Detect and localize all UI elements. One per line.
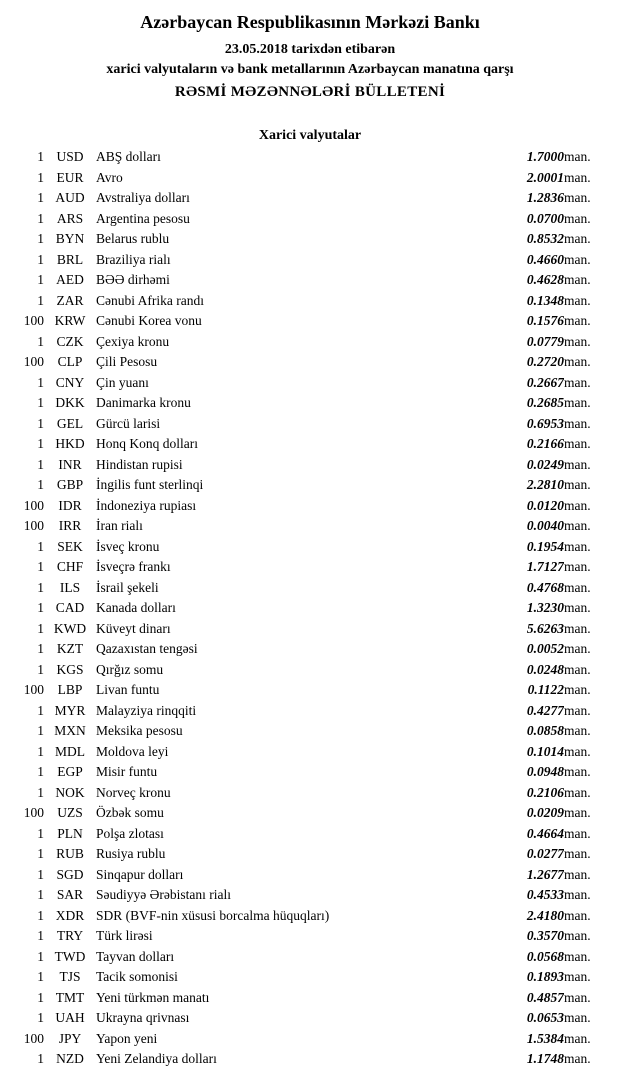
quantity: 1 (37, 149, 44, 164)
rate-row (10, 352, 610, 373)
currency-name: Polşa zlotası (96, 825, 164, 841)
quantity: 1 (37, 620, 44, 636)
quantity: 1 (37, 784, 44, 800)
rate-row (10, 270, 610, 291)
currency-code: CHF (56, 559, 84, 574)
quantity: 1 (37, 702, 44, 718)
currency-name: Hindistan rupisi (96, 456, 183, 472)
quantity: 1 (37, 210, 44, 226)
rate-unit: man. (564, 395, 591, 410)
currency-name: Qırğız somu (96, 661, 164, 677)
quantity: 1 (37, 723, 44, 738)
quantity: 1 (37, 846, 44, 861)
currency-code: AED (56, 272, 84, 287)
currency-name: Yeni türkmən manatı (96, 989, 210, 1005)
quantity: 1 (37, 538, 44, 554)
currency-code: KZT (56, 641, 84, 656)
rate-unit: man. (564, 169, 591, 185)
rate-unit: man. (564, 374, 591, 390)
rate-row (10, 373, 610, 394)
quantity: 100 (23, 805, 44, 820)
currency-code: GEL (56, 415, 84, 431)
rate-value: 0.1348 (526, 292, 564, 308)
rate-unit: man. (564, 600, 591, 615)
section-title-foreign-currencies: Xarici valyutalar (258, 128, 362, 143)
quantity: 1 (37, 989, 44, 1005)
currency-code: JPY (58, 1030, 82, 1046)
rate-value: 1.7000 (526, 149, 564, 164)
exchange-rates-table (10, 147, 610, 1070)
quantity: 1 (37, 169, 44, 185)
currency-name: İran rialı (96, 518, 143, 533)
currency-code: NOK (55, 784, 85, 800)
currency-name: Türk lirəsi (96, 928, 153, 943)
rate-value: 0.4277 (526, 702, 564, 718)
quantity: 1 (37, 969, 44, 984)
rate-value: 0.4664 (526, 825, 564, 841)
rate-row (10, 1008, 610, 1029)
rate-row (10, 250, 610, 271)
rate-row (10, 680, 610, 701)
currency-name: Livan funtu (96, 682, 160, 697)
currency-code: USD (56, 149, 84, 164)
rate-value: 1.2677 (526, 866, 564, 882)
rate-value: 5.6263 (526, 620, 564, 636)
currency-code: EGP (57, 764, 83, 779)
rate-value: 0.4533 (526, 887, 564, 902)
rate-value: 0.1014 (526, 743, 564, 759)
currency-code: DKK (55, 395, 85, 410)
currency-code: TWD (54, 948, 86, 964)
currency-name: Belarus rublu (96, 231, 170, 246)
currency-code: TJS (59, 969, 81, 984)
currency-code: TRY (56, 928, 84, 943)
rate-unit: man. (564, 723, 591, 738)
rate-unit: man. (564, 149, 591, 164)
rate-row (10, 311, 610, 332)
rate-unit: man. (564, 887, 591, 902)
rate-unit: man. (564, 846, 591, 861)
currency-name: Meksika pesosu (96, 723, 183, 738)
quantity: 1 (37, 764, 44, 779)
currency-code: BYN (55, 231, 85, 246)
rate-unit: man. (564, 989, 591, 1005)
currency-name: Ukrayna qrivnası (96, 1010, 190, 1025)
rate-row (10, 803, 610, 824)
rate-row (10, 619, 610, 640)
quantity: 100 (23, 313, 44, 328)
rate-row (10, 906, 610, 927)
rate-unit: man. (564, 948, 591, 964)
rate-unit: man. (564, 641, 591, 656)
rate-value: 0.0052 (526, 641, 564, 656)
rate-unit: man. (564, 477, 591, 492)
rate-unit: man. (564, 415, 591, 431)
rate-unit: man. (564, 436, 591, 451)
rate-unit: man. (564, 825, 591, 841)
rate-unit: man. (564, 928, 591, 943)
rate-value: 0.0779 (526, 333, 564, 349)
rate-value: 0.0858 (526, 723, 564, 738)
currency-code: UAH (55, 1010, 85, 1025)
quantity: 1 (37, 333, 44, 349)
rate-unit: man. (564, 1051, 591, 1066)
rate-row (10, 660, 610, 681)
rate-value: 1.2836 (526, 190, 564, 205)
rate-unit: man. (564, 866, 591, 882)
bank-name: Azərbaycan Respublikasının Mərkəzi Bankı (140, 12, 480, 32)
quantity: 1 (37, 1010, 44, 1025)
rate-row (10, 168, 610, 189)
rate-value: 0.0248 (526, 661, 564, 677)
rate-unit: man. (564, 190, 591, 205)
rate-row (10, 865, 610, 886)
rate-row (10, 291, 610, 312)
rate-unit: man. (564, 272, 591, 287)
rate-row (10, 762, 610, 783)
rate-row (10, 783, 610, 804)
rate-value: 0.2720 (526, 354, 564, 369)
currency-code: MYR (54, 702, 86, 718)
rate-value: 0.2106 (526, 784, 564, 800)
currency-code: AUD (55, 190, 85, 205)
rate-unit: man. (564, 805, 591, 820)
quantity: 1 (37, 661, 44, 677)
rate-value: 0.1576 (526, 313, 564, 328)
rate-value: 0.0568 (526, 948, 564, 964)
currency-name: Gürcü larisi (96, 415, 161, 431)
currency-code: PLN (57, 825, 83, 841)
rate-row (10, 598, 610, 619)
rate-unit: man. (564, 1010, 591, 1025)
currency-name: Yapon yeni (96, 1030, 158, 1046)
bulletin-title: RƏSMİ MƏZƏNNƏLƏRİ BÜLLETENİ (174, 84, 446, 100)
rate-row (10, 639, 610, 660)
rate-unit: man. (564, 313, 591, 328)
rate-value: 0.4857 (526, 989, 564, 1005)
currency-name: Tacik somonisi (96, 969, 178, 984)
rate-row (10, 947, 610, 968)
rate-value: 0.0700 (526, 210, 564, 226)
rate-row (10, 537, 610, 558)
currency-code: ILS (59, 579, 81, 595)
currency-name: İngilis funt sterlinqi (96, 477, 204, 492)
currency-name: İndoneziya rupiası (96, 497, 197, 513)
currency-name: Malayziya rinqqiti (96, 702, 197, 718)
rate-unit: man. (564, 251, 591, 267)
rate-value: 1.3230 (526, 600, 564, 615)
currency-name: Sinqapur dolları (96, 866, 184, 882)
rate-unit: man. (564, 456, 591, 472)
currency-name: Braziliya rialı (96, 251, 171, 267)
rate-value: 0.4628 (526, 272, 564, 287)
rate-unit: man. (564, 354, 591, 369)
rate-row (10, 414, 610, 435)
quantity: 1 (37, 477, 44, 492)
rate-row (10, 844, 610, 865)
quantity: 1 (37, 825, 44, 841)
rate-row (10, 209, 610, 230)
currency-name: Misir funtu (96, 764, 158, 779)
quantity: 1 (37, 948, 44, 964)
currency-code: IDR (58, 497, 82, 513)
currency-name: Çin yuanı (96, 374, 149, 390)
rate-value: 2.2810 (526, 477, 564, 492)
currency-name: İsveç kronu (96, 538, 160, 554)
quantity: 1 (37, 579, 44, 595)
rate-unit: man. (564, 579, 591, 595)
rate-row (10, 516, 610, 537)
rate-row (10, 885, 610, 906)
rate-row (10, 1029, 610, 1050)
currency-name: Moldova leyi (96, 743, 169, 759)
rate-unit: man. (564, 538, 591, 554)
rate-unit: man. (564, 969, 591, 984)
rate-row (10, 742, 610, 763)
currency-code: XDR (55, 907, 85, 923)
rate-row (10, 926, 610, 947)
rate-unit: man. (564, 1030, 591, 1046)
rate-unit: man. (564, 702, 591, 718)
currency-name: Çexiya kronu (96, 333, 170, 349)
rate-value: 1.7127 (526, 559, 564, 574)
rate-unit: man. (564, 907, 591, 923)
currency-code: HKD (55, 436, 85, 451)
rate-row (10, 434, 610, 455)
quantity: 1 (37, 1051, 44, 1066)
currency-name: Avstraliya dolları (96, 190, 190, 205)
rate-value: 2.0001 (526, 169, 564, 185)
rate-value: 0.6953 (526, 415, 564, 431)
currency-code: IRR (58, 518, 82, 533)
rate-row (10, 455, 610, 476)
currency-code: ARS (56, 210, 84, 226)
currency-code: CLP (57, 354, 83, 369)
rate-unit: man. (564, 559, 591, 574)
quantity: 1 (37, 415, 44, 431)
rate-value: 0.2166 (526, 436, 564, 451)
currency-name: İsrail şekeli (96, 579, 159, 595)
rate-unit: man. (564, 497, 591, 513)
rate-value: 0.4768 (526, 579, 564, 595)
rate-value: 0.1893 (526, 969, 564, 984)
currency-name: Cənubi Korea vonu (96, 313, 202, 328)
subject-line: xarici valyutaların və bank metallarının Azərbaycan manatına qarşı (106, 62, 514, 77)
currency-code: CZK (56, 333, 84, 349)
quantity: 100 (23, 354, 44, 369)
rate-row (10, 147, 610, 168)
rate-row (10, 475, 610, 496)
rate-unit: man. (564, 210, 591, 226)
quantity: 1 (37, 928, 44, 943)
currency-code: INR (58, 456, 82, 472)
currency-code: MDL (55, 743, 85, 759)
rate-row (10, 332, 610, 353)
rate-unit: man. (564, 231, 591, 246)
quantity: 1 (37, 231, 44, 246)
currency-name: Yeni Zelandiya dolları (96, 1051, 217, 1066)
rate-row (10, 188, 610, 209)
currency-code: MXN (54, 723, 86, 738)
currency-code: GBP (56, 477, 84, 492)
quantity: 1 (37, 887, 44, 902)
quantity: 1 (37, 251, 44, 267)
currency-code: EUR (56, 169, 84, 185)
currency-name: Argentina pesosu (96, 210, 190, 226)
currency-code: BRL (56, 251, 84, 267)
currency-name: İsveçrə frankı (96, 559, 171, 574)
rate-value: 0.0277 (526, 846, 564, 861)
currency-name: Honq Konq dolları (96, 436, 198, 451)
rate-unit: man. (564, 292, 591, 308)
rate-row (10, 967, 610, 988)
quantity: 100 (23, 518, 44, 533)
quantity: 1 (37, 559, 44, 574)
rate-row (10, 578, 610, 599)
currency-name: SDR (BVF-nin xüsusi borcalma hüquqları) (96, 907, 330, 923)
quantity: 1 (37, 190, 44, 205)
currency-name: Cənubi Afrika randı (96, 292, 204, 308)
rate-row (10, 557, 610, 578)
rate-value: 0.3570 (526, 928, 564, 943)
rate-row (10, 701, 610, 722)
rate-value: 0.0120 (526, 497, 564, 513)
quantity: 1 (37, 272, 44, 287)
rate-unit: man. (564, 333, 591, 349)
currency-code: KGS (56, 661, 84, 677)
currency-code: KRW (54, 313, 86, 328)
rate-row (10, 229, 610, 250)
currency-name: Rusiya rublu (96, 846, 166, 861)
rate-value: 0.2685 (526, 395, 564, 410)
currency-name: Küveyt dinarı (96, 620, 171, 636)
currency-code: LBP (57, 682, 83, 697)
rate-unit: man. (564, 764, 591, 779)
rate-row (10, 721, 610, 742)
currency-code: NZD (56, 1051, 84, 1066)
quantity: 100 (23, 1030, 44, 1046)
currency-name: Kanada dolları (96, 600, 176, 615)
bulletin-header (0, 12, 620, 101)
currency-code: CNY (55, 374, 85, 390)
currency-code: SEK (57, 538, 83, 554)
rate-unit: man. (564, 661, 591, 677)
rate-value: 0.2667 (526, 374, 564, 390)
rate-unit: man. (564, 620, 591, 636)
rate-value: 0.0653 (526, 1010, 564, 1025)
effective-date-line: 23.05.2018 tarixdən etibarən (224, 42, 396, 57)
rate-row (10, 1049, 610, 1070)
quantity: 1 (37, 866, 44, 882)
rate-value: 0.4660 (526, 251, 564, 267)
currency-name: Özbək somu (96, 805, 164, 820)
rate-row (10, 496, 610, 517)
currency-code: SAR (56, 887, 84, 902)
rate-unit: man. (564, 518, 591, 533)
quantity: 1 (37, 743, 44, 759)
rate-row (10, 988, 610, 1009)
rate-value: 0.0040 (526, 518, 564, 533)
currency-code: SGD (56, 866, 84, 882)
currency-code: CAD (55, 600, 85, 615)
rate-row (10, 393, 610, 414)
rate-value: 1.5384 (526, 1030, 564, 1046)
rate-value: 0.1954 (526, 538, 564, 554)
currency-name: Qazaxıstan tengəsi (96, 641, 198, 656)
currency-name: ABŞ dolları (96, 149, 161, 164)
rate-value: 0.0249 (526, 456, 564, 472)
quantity: 100 (23, 497, 44, 513)
rate-value: 0.1122 (527, 682, 564, 697)
currency-code: RUB (56, 846, 84, 861)
currency-code: KWD (53, 620, 87, 636)
currency-code: UZS (57, 805, 83, 820)
rate-unit: man. (564, 784, 591, 800)
currency-name: Çili Pesosu (96, 354, 158, 369)
rates-table-body (10, 147, 610, 1070)
rate-value: 0.0948 (526, 764, 564, 779)
rate-value: 2.4180 (526, 907, 564, 923)
currency-name: Danimarka kronu (96, 395, 191, 410)
quantity: 1 (37, 374, 44, 390)
quantity: 100 (23, 682, 44, 697)
currency-name: Avro (96, 169, 123, 185)
rate-value: 0.0209 (526, 805, 564, 820)
quantity: 1 (37, 600, 44, 615)
rate-value: 0.8532 (526, 231, 564, 246)
quantity: 1 (37, 456, 44, 472)
quantity: 1 (37, 907, 44, 923)
currency-name: Səudiyyə Ərəbistanı rialı (96, 887, 231, 902)
rate-row (10, 824, 610, 845)
currency-code: TMT (55, 989, 85, 1005)
rate-unit: man. (564, 682, 591, 697)
currency-name: Norveç kronu (96, 784, 171, 800)
quantity: 1 (37, 436, 44, 451)
currency-name: Tayvan dolları (96, 948, 175, 964)
quantity: 1 (37, 641, 44, 656)
currency-name: BƏƏ dirhəmi (96, 272, 170, 287)
currency-code: ZAR (56, 292, 84, 308)
rate-unit: man. (564, 743, 591, 759)
quantity: 1 (37, 395, 44, 410)
rate-value: 1.1748 (526, 1051, 564, 1066)
quantity: 1 (37, 292, 44, 308)
